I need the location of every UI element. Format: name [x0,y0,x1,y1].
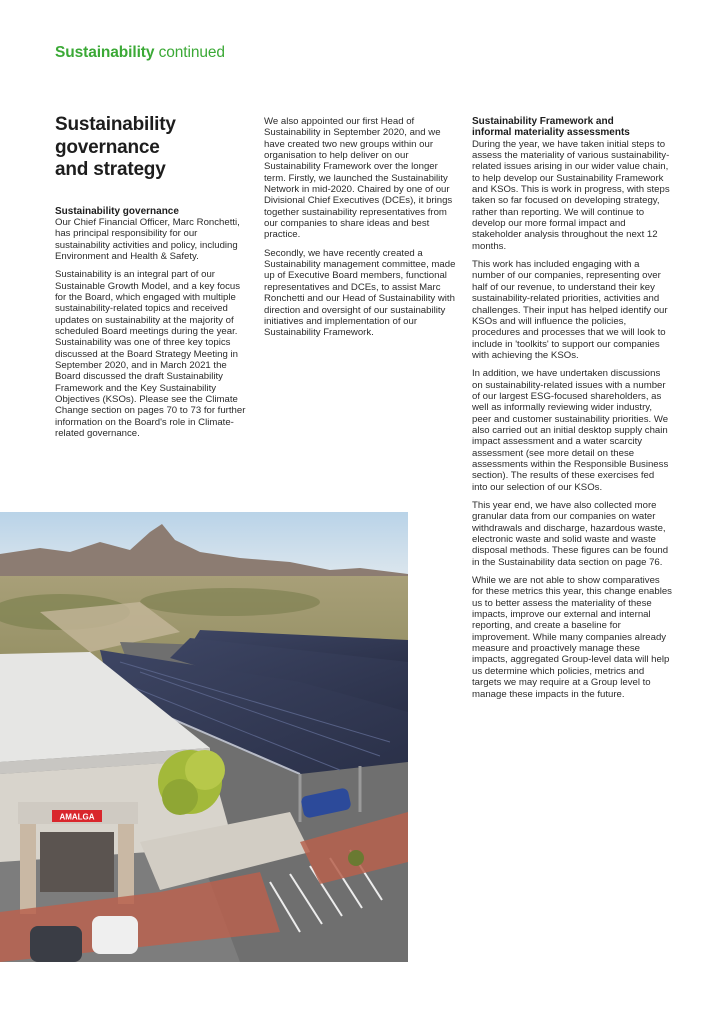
entrance-door [40,832,114,892]
column-1 [55,114,251,446]
solar-carport-photo [0,512,408,962]
column3-paragraph-3: In addition, we have undertaken discussions on sustainability-related issues with a number of our largest ESG-focused shareholders, as well as informally reviewing wider industry, peer and customer sustainability priorities. We also carried out an initial desktop supply chain impact assessment and a water scarcity assessment (see more detail on these assessments within the Responsible Business section). The results of these exercises fed into our selection of our KSOs. [472,368,669,493]
entrance-pillar-2 [118,824,134,904]
car-white [92,916,138,954]
column2-paragraph-2: Secondly, we have recently created a Sustainability management committee, made up of Executive Board members, functional representatives and DCEs, to assist Marc Ronchetti and our Head of Sustainability with direction and oversight of our sustainability initiatives and implementation of our Sustainability Framework. [264,247,456,339]
governance-paragraph-1: Our Chief Financial Officer, Marc Ronchetti, has principal responsibility for our sustainability activities and policy, including Environment and Health & Safety. [55,216,240,262]
column-3 [472,116,672,707]
column2-paragraph-1: We also appointed our first Head of Sustainability in September 2020, and we have created two new groups within our organisation to help deliver on our Sustainability Framework over the longer term. Firstly, we launched the Sustainability Network in mid-2020. Chaired by one of our Divisional Chief Executives (DCEs), it brings together sustainability representatives from our companies to share ideas and best practice. [264,116,453,241]
column3-paragraph-2: This work has included engaging with a number of our companies, representing over half of our revenue, to understand their key sustainability-related priorities, activities and challenges. Their input has helped identify our KSOs and will influence the policies, procedures and processes that we will look to include in 'toolkits' to support our companies with achieving the KSOs. [472,259,668,361]
store-sign-text: AMALGA [59,812,95,822]
column3-paragraph-4: This year end, we have also collected more granular data from our companies on water withdrawals and discharge, hazardous waste, electronic waste and solid waste and waste disposal methods. These figures can be found in the Sustainability data section on page 76. [472,500,669,568]
column3-paragraph-1: During the year, we have taken initial steps to assess the materiality of various sustainability-related issues arising in our wider value chain, to help develop our Sustainability Framework and KSOs. This is work in progress, with steps taken so far focused on developing strategy, rather than reporting. We will continue to develop our more formal impact and stakeholder analysis throughout the next 12 months. [472,138,670,252]
section-title [55,114,251,182]
car-dark [30,926,82,962]
bush [348,850,364,866]
tree-3 [162,779,198,815]
framework-subhead-line-2: informal materiality assessments [472,127,630,139]
framework-subhead-line-1: Sustainability Framework and [472,116,614,127]
section-title-line-2: governance [55,136,160,158]
running-header-section: Sustainability [55,44,155,61]
running-header [55,44,225,62]
entrance-pillar-1 [20,824,36,914]
section-title-line-3: and strategy [55,159,166,180]
running-header-continued: continued [158,44,225,61]
governance-subhead: Sustainability governance [55,205,179,217]
column-2 [264,116,460,346]
shrubs-2 [140,588,320,616]
governance-paragraph-2: Sustainability is an integral part of our Sustainable Growth Model, and a key focus for the Board, which engaged with multiple sustainability-related topics and received updates on sustainability at the majority of scheduled Board meetings during the year. Sustainability was one of three key topics discussed at the Board Strategy Meeting in September 2020, and in March 2021 the Board discussed the draft Sustainability Framework and the Key Sustainability Objectives (KSOs). Please see the Climate Change section on pages 70 to 73 for further information on the Board's role in Climate-related governance. [55,269,246,440]
section-title-line-1: Sustainability [55,114,176,135]
column3-paragraph-5: While we are not able to show comparatives for these metrics this year, this change enables us to better assess the materiality of these impacts, improve our external and internal reporting, and create a baseline for improvement. While many companies already measure and proactively manage these impacts, aggregated Group-level data will help us determine which policies, metrics and targets we may require at a Group level to manage these impacts in the future. [472,575,672,700]
framework-subhead [472,116,672,139]
